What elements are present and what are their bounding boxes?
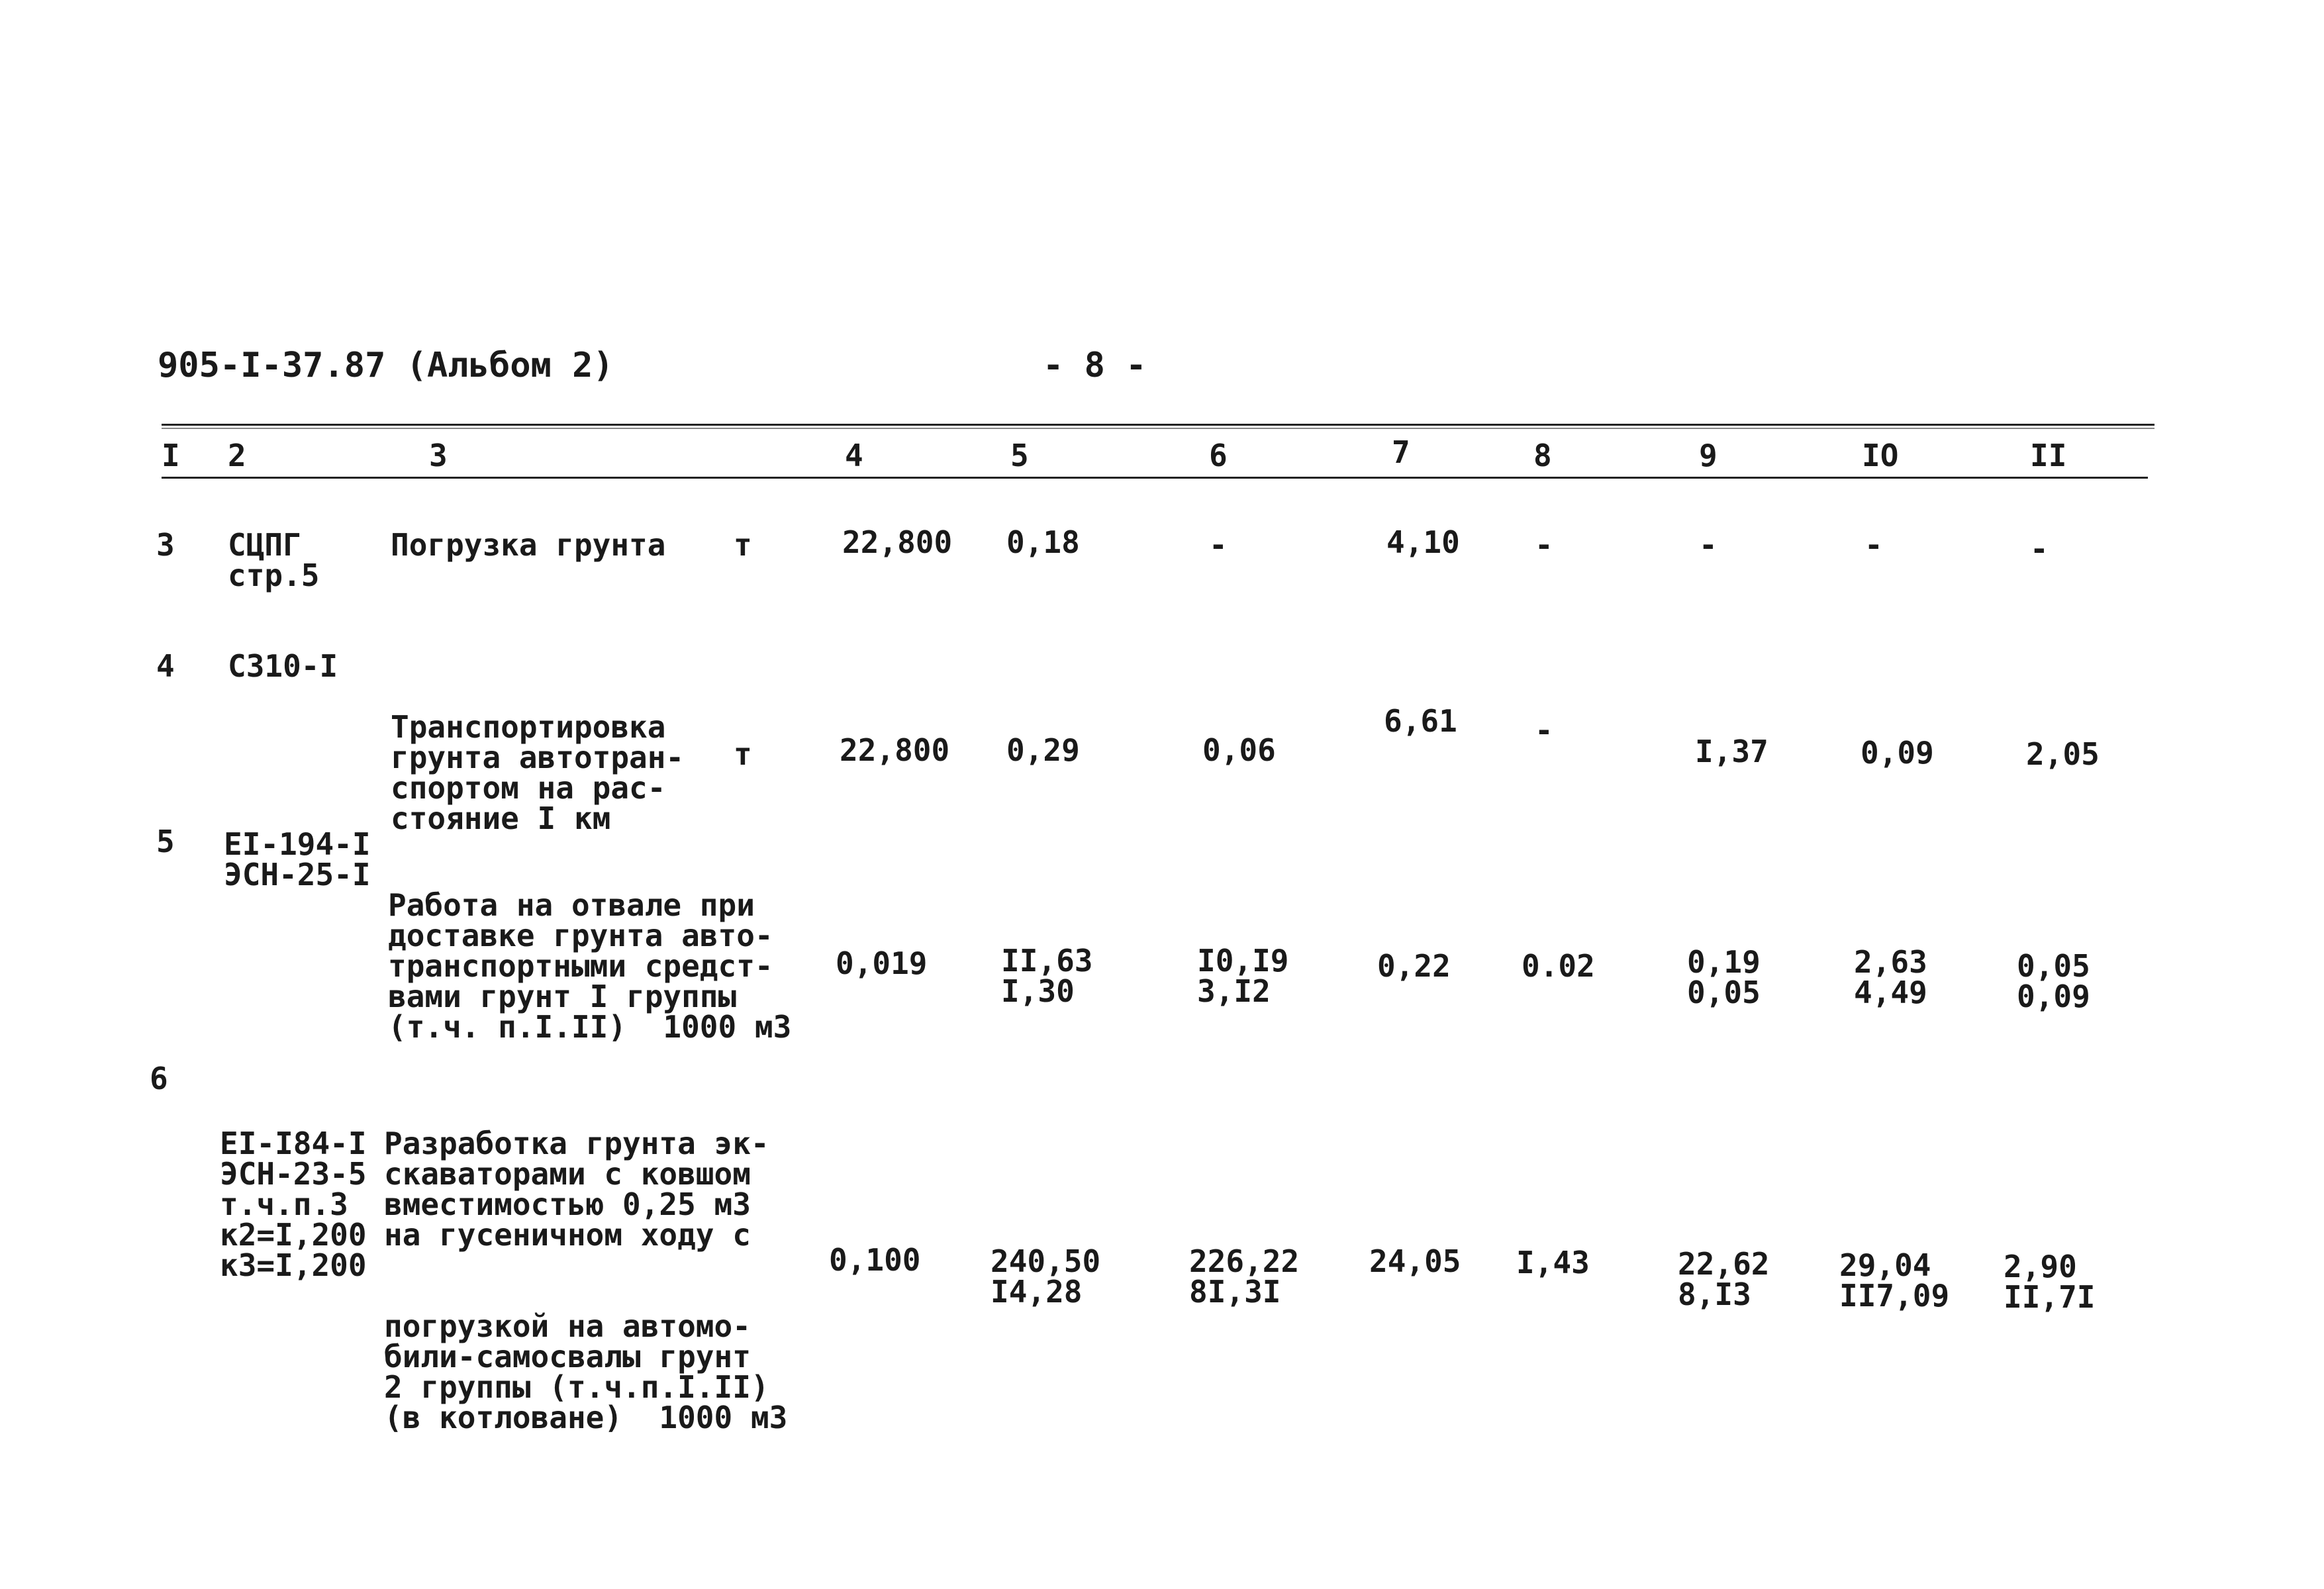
cell-col-6: 0,06 [1202,732,1276,768]
cell-col-8: - [1535,527,1553,563]
cell-col-4: 0,100 [829,1242,921,1278]
cell-col-4: 0,019 [836,945,928,981]
row-number: 6 [150,1061,168,1096]
cell-col-6: 226,22 8I,3I [1189,1243,1300,1310]
cell-col-11: - [2030,531,2049,567]
row-description: Разработка грунта эк- скаваторами с ковшом вместимостью 0,25 м3 на гусеничном ходу с погрузкой на автомо- били-самосвалы грунт 2 группы (т.ч.п.I.II) (в котловане) 1000 м3 [384,1126,788,1435]
cell-col-8: - [1535,712,1553,748]
col-header-1: I [162,438,180,473]
table-top-rule-2 [162,428,2155,429]
row-code: С310-I [228,648,338,684]
document-code: 905-I-37.87 (Альбом 2) [158,346,614,385]
cell-col-11: 0,05 0,09 [2017,948,2090,1014]
row-description: Транспортировка грунта автотран- спортом на рас- стояние I км [391,709,685,836]
row-code: EI-I84-I ЭСН-23-5 т.ч.п.3 к2=I,200 к3=I,200 [220,1126,367,1283]
row-description: Работа на отвале при доставке грунта авто- транспортными средст- вами грунт I группы (т.ч. п.I.II) 1000 м3 [388,887,792,1045]
col-header-3: 3 [429,438,448,473]
col-header-10: IO [1862,438,1899,473]
cell-col-9: 22,62 8,I3 [1678,1246,1770,1312]
cell-col-4: 22,800 [842,524,953,560]
cell-col-9: I,37 [1695,734,1768,769]
col-header-8: 8 [1533,438,1552,473]
row-number: 5 [156,824,175,859]
row-code: EI-194-I ЭСН-25-I [224,826,371,892]
col-header-9: 9 [1699,438,1718,473]
cell-col-6: - [1209,527,1228,563]
cell-col-8: I,43 [1516,1245,1590,1280]
cell-col-7: 4,10 [1386,524,1460,560]
cell-col-5: II,63 I,30 [1001,943,1093,1009]
cell-col-11: 2,05 [2026,736,2100,772]
cell-col-7: 6,61 [1384,703,1457,739]
cell-col-11: 2,90 II,7I [2004,1249,2096,1315]
cell-col-5: 240,50 I4,28 [991,1243,1101,1310]
cell-col-5: 0,18 [1006,524,1080,560]
col-header-4: 4 [845,438,863,473]
cell-col-4: 22,800 [840,732,950,768]
cell-col-8: 0.02 [1522,948,1595,984]
row-code: СЦПГ стр.5 [228,527,320,593]
cell-col-6: I0,I9 3,I2 [1197,943,1289,1009]
row-number: 4 [156,648,175,684]
row-unit: т [734,527,752,563]
cell-col-9: - [1699,527,1718,563]
cell-col-7: 0,22 [1377,948,1451,984]
cell-col-10: 2,63 4,49 [1854,944,1927,1010]
col-header-7: 7 [1392,434,1410,470]
cell-col-5: 0,29 [1006,732,1080,768]
col-header-2: 2 [228,438,246,473]
cell-col-10: - [1864,527,1883,563]
cell-col-9: 0,19 0,05 [1687,944,1761,1010]
col-header-11: II [2030,438,2067,473]
header-bottom-rule [162,477,2148,479]
cell-col-10: 29,04 II7,09 [1839,1247,1950,1314]
cell-col-7: 24,05 [1369,1243,1461,1279]
table-top-rule [162,424,2155,426]
col-header-6: 6 [1209,438,1228,473]
cell-col-10: 0,09 [1861,735,1934,771]
row-unit: т [734,736,752,772]
row-description: Погрузка грунта [391,527,666,563]
col-header-5: 5 [1010,438,1029,473]
row-number: 3 [156,527,175,563]
page-number: - 8 - [1043,346,1147,385]
